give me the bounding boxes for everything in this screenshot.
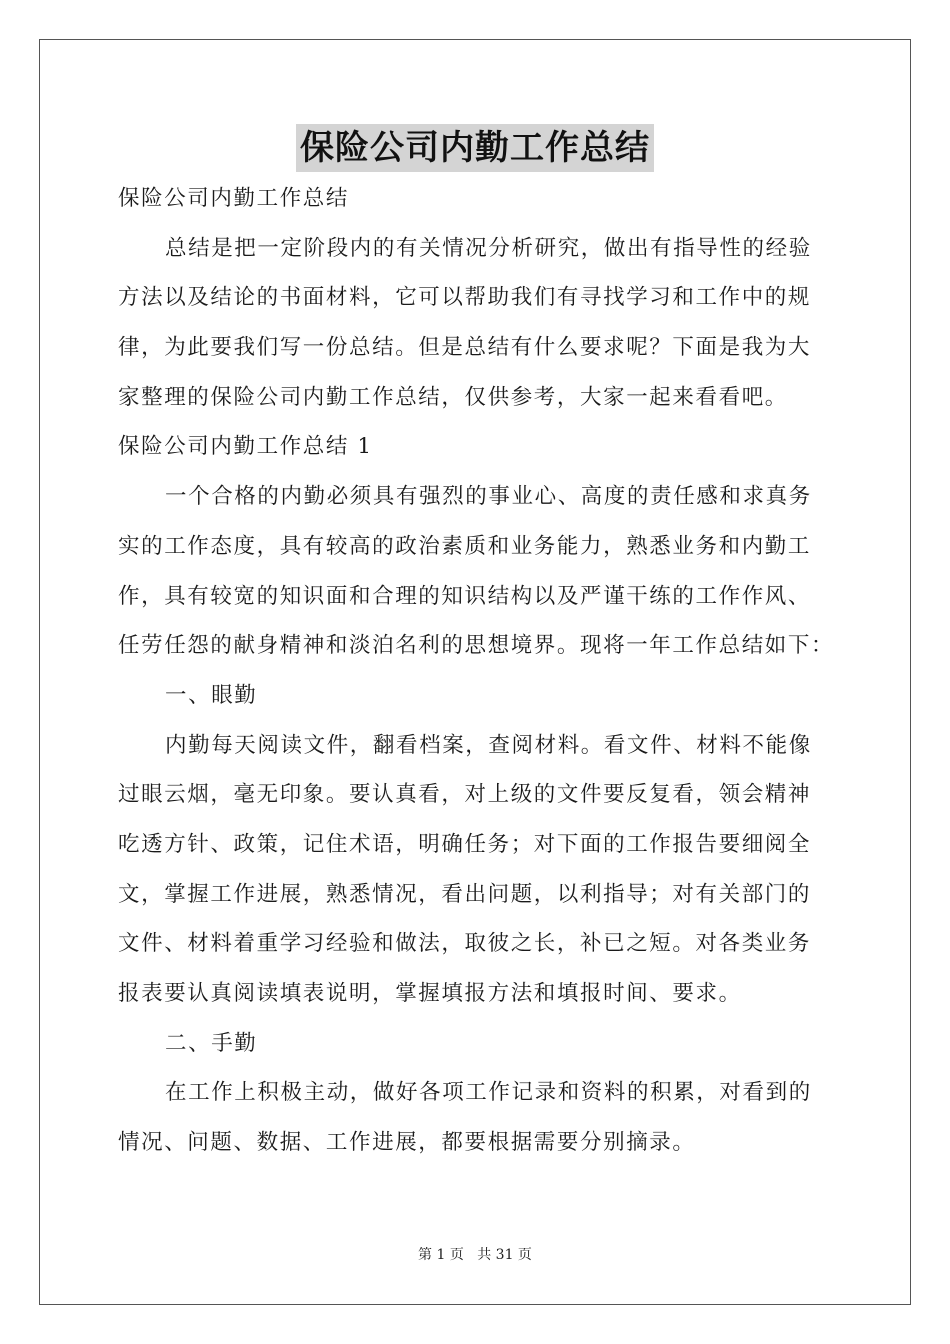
page-number: 第 1 页 [418,1247,464,1263]
text-line: 保险公司内勤工作总结 [118,186,350,211]
text-line: 一个合格的内勤必须具有强烈的事业心、高度的责任感和求真务 [165,484,812,510]
text-line: 家整理的保险公司内勤工作总结，仅供参考，大家一起来看看吧。 [118,384,788,410]
text-line: 文，掌握工作进展，熟悉情况，看出问题，以利指导；对有关部门的 [118,881,812,907]
text-line: 吃透方针、政策，记住术语，明确任务；对下面的工作报告要细阅全 [118,831,812,857]
text-line: 在工作上积极主动，做好各项工作记录和资料的积累，对看到的 [165,1080,812,1106]
document-title: 保险公司内勤工作总结 [296,124,654,172]
text-line: 实的工作态度，具有较高的政治素质和业务能力，熟悉业务和内勤工 [118,533,812,559]
title-container [0,124,950,172]
page-total: 共 31 页 [477,1247,532,1263]
text-line: 方法以及结论的书面材料，它可以帮助我们有寻找学习和工作中的规 [118,285,812,311]
subsection-heading: 一、眼勤 [165,682,258,708]
page-footer [0,1244,950,1264]
text-line: 律，为此要我们写一份总结。但是总结有什么要求呢？下面是我为大 [118,335,812,361]
text-line: 过眼云烟，毫无印象。要认真看，对上级的文件要反复看，领会精神 [118,782,812,808]
text-line: 报表要认真阅读填表说明，掌握填报方法和填报时间、要求。 [118,981,742,1006]
text-line: 总结是把一定阶段内的有关情况分析研究，做出有指导性的经验 [165,235,812,261]
document-body [118,174,838,1168]
subsection-heading: 二、手勤 [165,1030,258,1056]
section-heading: 保险公司内勤工作总结 1 [118,434,373,460]
text-line: 作，具有较宽的知识面和合理的知识结构以及严谨干练的工作作风、 [118,583,812,609]
text-line: 文件、材料着重学习经验和做法，取彼之长，补已之短。对各类业务 [118,931,812,957]
text-line: 内勤每天阅读文件，翻看档案，查阅材料。看文件、材料不能像 [165,732,812,758]
text-line: 情况、问题、数据、工作进展，都要根据需要分别摘录。 [118,1130,696,1156]
text-line: 任劳任怨的献身精神和淡泊名利的思想境界。现将一年工作总结如下： [118,633,835,659]
